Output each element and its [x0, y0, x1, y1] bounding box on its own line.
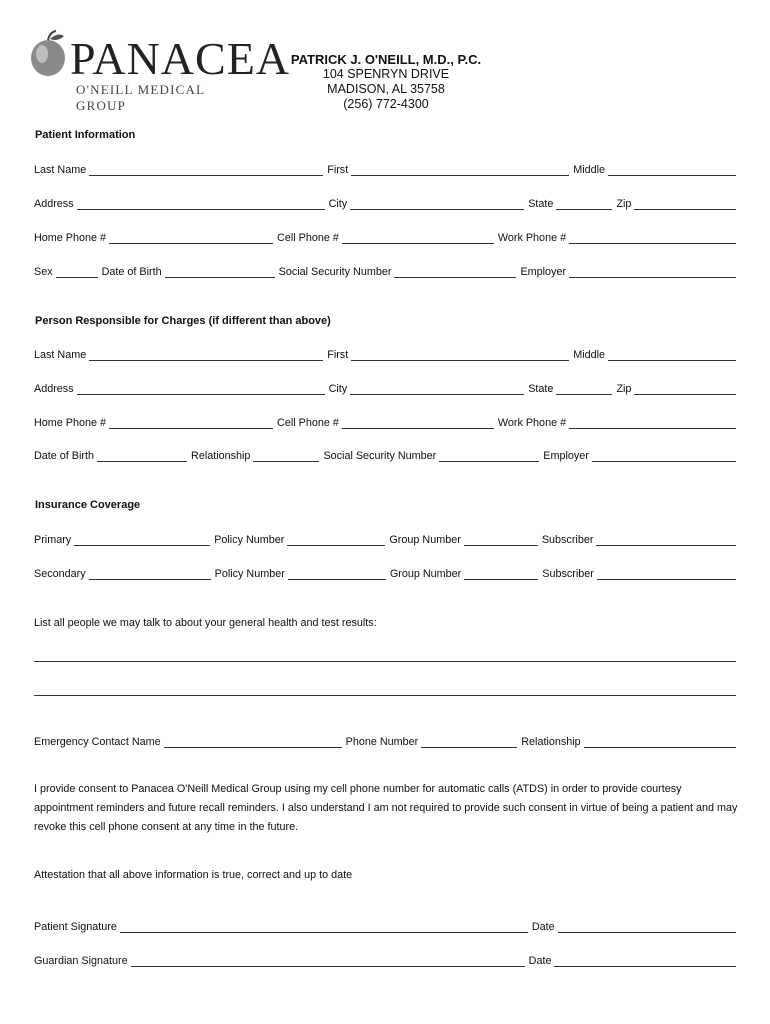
- emergency-relationship-label: Relationship: [521, 736, 581, 748]
- patient-date-label: Date: [531, 921, 555, 933]
- resp-state-label: State: [528, 383, 554, 395]
- state-field[interactable]: [556, 197, 612, 210]
- resp-city-label: City: [328, 383, 348, 395]
- primary-field[interactable]: [74, 533, 210, 546]
- resp-dob-label: Date of Birth: [34, 450, 95, 462]
- resp-first-name-label: First: [327, 349, 349, 361]
- resp-dob-field[interactable]: [97, 449, 187, 462]
- city-label: City: [328, 198, 348, 210]
- patient-signature-row: [34, 917, 736, 933]
- patient-address-row: [34, 194, 736, 210]
- primary-subscriber-field[interactable]: [596, 533, 736, 546]
- logo-sub-text: O'NEILL MEDICAL GROUP: [76, 82, 205, 113]
- emergency-name-field[interactable]: [164, 735, 342, 748]
- section-responsible-party: Person Responsible for Charges (if different than above): [35, 315, 331, 327]
- resp-relationship-label: Relationship: [191, 450, 251, 462]
- resp-employer-field[interactable]: [592, 449, 736, 462]
- patient-signature-field[interactable]: [120, 920, 528, 933]
- emergency-relationship-field[interactable]: [584, 735, 736, 748]
- patient-phone-row: [34, 228, 736, 244]
- zip-label: Zip: [616, 198, 632, 210]
- emergency-name-label: Emergency Contact Name: [34, 736, 161, 748]
- address-label: Address: [34, 198, 74, 210]
- consent-paragraph: I provide consent to Panacea O'Neill Medical Group using my cell phone number for automatic calls (ATDS) in order to provide courtesy appointment reminders and future recall reminders. I also understand I am not required to provide such consent in virtue of being a patient and may revoke this cell phone consent at any time in the future.: [34, 783, 738, 833]
- state-label: State: [528, 198, 554, 210]
- resp-ssn-field[interactable]: [439, 449, 539, 462]
- secondary-subscriber-label: Subscriber: [542, 568, 594, 580]
- resp-home-phone-label: Home Phone #: [34, 417, 107, 429]
- attestation-text: Attestation that all above information is true, correct and up to date: [34, 869, 353, 881]
- work-phone-label: Work Phone #: [497, 232, 567, 244]
- ssn-field[interactable]: [394, 265, 516, 278]
- patient-details-row: [34, 262, 736, 278]
- guardian-signature-label: Guardian Signature: [34, 955, 128, 967]
- resp-middle-name-label: Middle: [573, 349, 606, 361]
- responsible-details-row: [34, 446, 736, 462]
- ssn-label: Social Security Number: [278, 266, 392, 278]
- section-patient-information: Patient Information: [35, 129, 136, 141]
- resp-first-name-field[interactable]: [351, 348, 569, 361]
- last-name-field[interactable]: [89, 163, 323, 176]
- resp-cell-phone-label: Cell Phone #: [277, 417, 339, 429]
- secondary-policy-field[interactable]: [288, 567, 386, 580]
- resp-home-phone-field[interactable]: [109, 416, 273, 429]
- emergency-contact-row: [34, 732, 736, 748]
- primary-label: Primary: [34, 534, 72, 546]
- resp-address-label: Address: [34, 383, 74, 395]
- zip-field[interactable]: [634, 197, 736, 210]
- secondary-group-label: Group Number: [389, 568, 462, 580]
- responsible-name-row: [34, 345, 736, 361]
- city-field[interactable]: [350, 197, 524, 210]
- practice-header: [270, 52, 502, 112]
- practice-phone: (256) 772-4300: [343, 97, 429, 111]
- practice-name: PATRICK J. O'NEILL, M.D., P.C.: [290, 52, 482, 67]
- resp-ssn-label: Social Security Number: [323, 450, 437, 462]
- resp-employer-label: Employer: [543, 450, 589, 462]
- primary-policy-field[interactable]: [287, 533, 385, 546]
- talk-to-line-2[interactable]: [34, 695, 736, 696]
- home-phone-label: Home Phone #: [34, 232, 107, 244]
- logo: [28, 30, 291, 113]
- resp-city-field[interactable]: [350, 382, 524, 395]
- resp-zip-label: Zip: [616, 383, 632, 395]
- resp-zip-field[interactable]: [634, 382, 736, 395]
- responsible-phone-row: [34, 413, 736, 429]
- secondary-policy-label: Policy Number: [214, 568, 285, 580]
- dob-label: Date of Birth: [101, 266, 162, 278]
- resp-relationship-field[interactable]: [253, 449, 319, 462]
- sex-label: Sex: [34, 266, 53, 278]
- patient-signature-label: Patient Signature: [34, 921, 117, 933]
- patient-name-row: [34, 160, 736, 176]
- talk-to-line-1[interactable]: [34, 661, 736, 662]
- section-insurance: Insurance Coverage: [35, 499, 141, 511]
- first-name-field[interactable]: [351, 163, 569, 176]
- practice-address-line2: MADISON, AL 35758: [327, 82, 445, 96]
- home-phone-field[interactable]: [109, 231, 273, 244]
- sex-field[interactable]: [56, 265, 98, 278]
- talk-to-prompt: List all people we may talk to about your general health and test results:: [34, 617, 377, 629]
- responsible-address-row: [34, 379, 736, 395]
- middle-name-field[interactable]: [608, 163, 736, 176]
- secondary-subscriber-field[interactable]: [597, 567, 736, 580]
- resp-cell-phone-field[interactable]: [342, 416, 494, 429]
- address-field[interactable]: [77, 197, 325, 210]
- patient-date-field[interactable]: [558, 920, 736, 933]
- primary-policy-label: Policy Number: [214, 534, 285, 546]
- resp-state-field[interactable]: [556, 382, 612, 395]
- resp-work-phone-label: Work Phone #: [497, 417, 567, 429]
- cell-phone-label: Cell Phone #: [277, 232, 339, 244]
- employer-label: Employer: [520, 266, 567, 278]
- primary-group-label: Group Number: [389, 534, 461, 546]
- emergency-phone-field[interactable]: [421, 735, 517, 748]
- resp-work-phone-field[interactable]: [569, 416, 736, 429]
- guardian-date-label: Date: [528, 955, 552, 967]
- dob-field[interactable]: [165, 265, 275, 278]
- secondary-label: Secondary: [34, 568, 86, 580]
- insurance-secondary-row: [34, 564, 736, 580]
- resp-address-field[interactable]: [77, 382, 325, 395]
- resp-last-name-label: Last Name: [34, 349, 87, 361]
- guardian-signature-field[interactable]: [131, 954, 525, 967]
- primary-subscriber-label: Subscriber: [541, 534, 594, 546]
- insurance-primary-row: [34, 530, 736, 546]
- resp-middle-name-field[interactable]: [608, 348, 736, 361]
- guardian-signature-row: [34, 951, 736, 967]
- secondary-group-field[interactable]: [464, 567, 538, 580]
- employer-field[interactable]: [569, 265, 736, 278]
- middle-name-label: Middle: [573, 164, 606, 176]
- primary-group-field[interactable]: [464, 533, 538, 546]
- work-phone-field[interactable]: [569, 231, 736, 244]
- logo-main-text: PANACEA: [70, 33, 291, 84]
- apple-icon: [28, 30, 68, 80]
- guardian-date-field[interactable]: [554, 954, 736, 967]
- resp-last-name-field[interactable]: [89, 348, 323, 361]
- practice-address-line1: 104 SPENRYN DRIVE: [322, 67, 450, 81]
- emergency-phone-label: Phone Number: [345, 736, 419, 748]
- secondary-field[interactable]: [89, 567, 211, 580]
- cell-phone-field[interactable]: [342, 231, 494, 244]
- first-name-label: First: [327, 164, 349, 176]
- last-name-label: Last Name: [34, 164, 87, 176]
